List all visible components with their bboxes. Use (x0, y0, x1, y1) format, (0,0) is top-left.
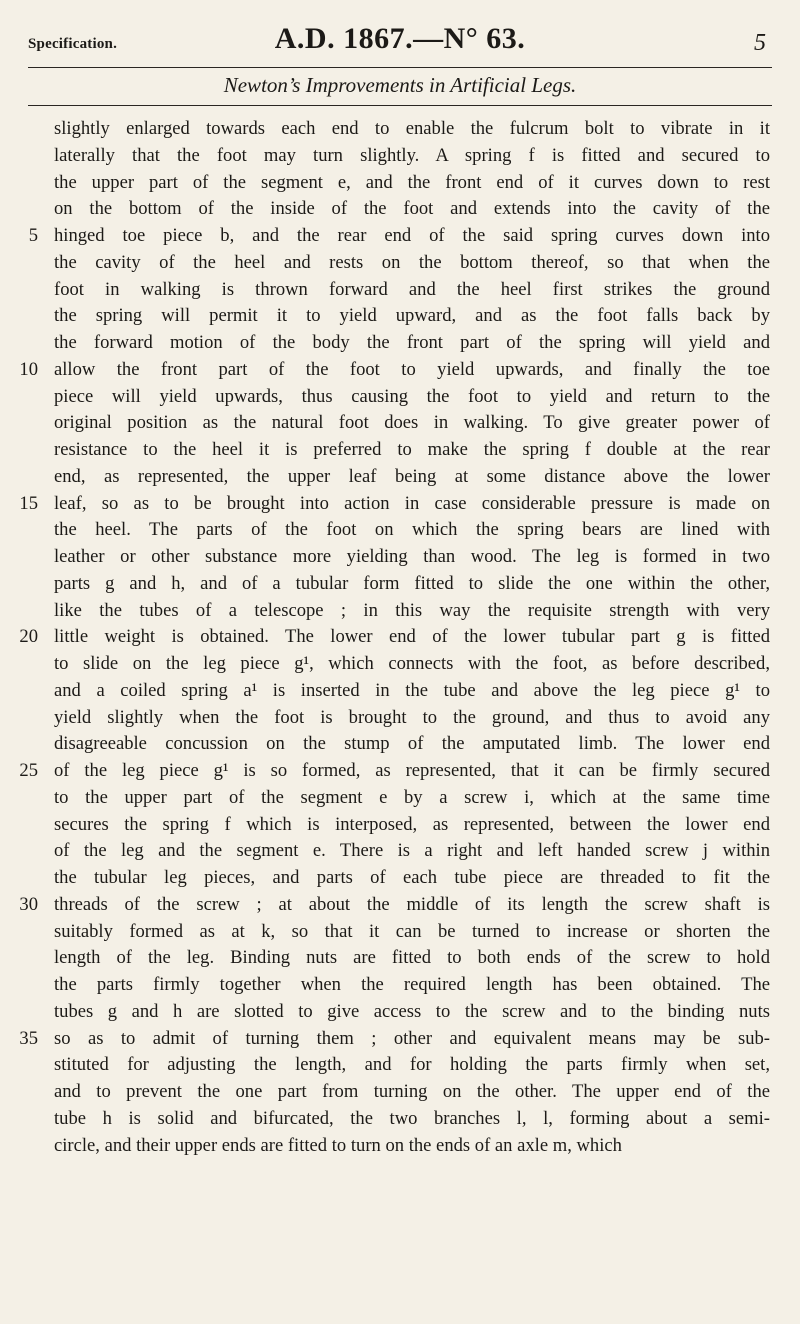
line-text: the forward motion of the body the front part of the spring will yield and (54, 332, 770, 353)
text-line (0, 1026, 800, 1053)
text-line (0, 437, 800, 464)
line-text: end, as represented, the upper leaf being at some distance above the lower (54, 465, 770, 487)
text-line (0, 517, 800, 544)
text-line (0, 838, 800, 865)
text-line (0, 330, 800, 357)
text-line (0, 223, 800, 250)
line-text: yield slightly when the foot is brought to the ground, and thus to avoid any (54, 706, 770, 728)
line-text: of the leg piece g¹ is so formed, as represented, that it can be firmly secured (54, 760, 770, 781)
line-text: threads of the screw ; at about the middle of its length the screw shaft is (54, 893, 770, 915)
text-line (0, 410, 800, 437)
line-text: the heel. The parts of the foot on which the spring bears are lined with (54, 519, 770, 541)
line-number: 15 (19, 492, 38, 514)
line-text: parts g and h, and of a tubular form fitted to slide the one within the other, (54, 572, 770, 594)
page-header (28, 22, 772, 62)
text-line (0, 143, 800, 170)
text-line (0, 919, 800, 946)
line-text: tube h is solid and bifurcated, the two branches l, l, forming about a semi- (54, 1107, 770, 1129)
text-line (0, 116, 800, 143)
line-text: suitably formed as at k, so that it can be turned to increase or shorten the (54, 920, 770, 942)
line-number: 35 (19, 1027, 38, 1049)
text-line (0, 972, 800, 999)
text-line (0, 651, 800, 678)
line-number: 10 (19, 358, 38, 380)
line-text: of the leg and the segment e. There is a right and left handed screw j within (54, 840, 770, 862)
line-text: the upper part of the segment e, and the front end of it curves down to rest (54, 171, 770, 193)
line-text: laterally that the foot may turn slightly. A spring f is fitted and secured to (54, 144, 770, 166)
line-text: leaf, so as to be brought into action in case considerable pressure is made on (54, 492, 770, 514)
line-number: 30 (19, 893, 38, 915)
text-line (0, 892, 800, 919)
line-text: the spring will permit it to yield upward, and as the foot falls back by (54, 305, 770, 327)
line-text: so as to admit of turning them ; other and equivalent means may be sub- (54, 1027, 770, 1049)
text-line (0, 170, 800, 197)
text-line (0, 1106, 800, 1133)
text-line (0, 705, 800, 732)
text-line (0, 1079, 800, 1106)
line-text: and to prevent the one part from turning on the other. The upper end of the (54, 1081, 770, 1102)
text-line (0, 785, 800, 812)
line-text: original position as the natural foot does in walking. To give greater power of (54, 412, 770, 434)
line-text: resistance to the heel it is preferred to make the spring f double at the rear (54, 439, 770, 460)
line-number: 25 (19, 760, 38, 781)
line-text: tubes g and h are slotted to give access to the screw and to the binding nuts (54, 1000, 770, 1022)
line-text: piece will yield upwards, thus causing the foot to yield and return to the (54, 385, 770, 407)
line-text: to the upper part of the segment e by a screw i, which at the same time (54, 786, 770, 808)
header-rule (28, 67, 772, 68)
header-label: Specification. (28, 36, 118, 52)
line-number: 5 (28, 225, 38, 246)
text-line (0, 999, 800, 1026)
line-text: secures the spring f which is interposed, as represented, between the lower end (54, 813, 770, 835)
text-line (0, 1133, 800, 1160)
text-line (0, 598, 800, 625)
text-line (0, 731, 800, 758)
line-text: on the bottom of the inside of the foot and extends into the cavity of the (54, 198, 770, 220)
text-line (0, 357, 800, 384)
text-line (0, 384, 800, 411)
line-text: length of the leg. Binding nuts are fitted to both ends of the screw to hold (54, 947, 770, 969)
text-line (0, 491, 800, 518)
text-line (0, 196, 800, 223)
line-text: disagreeable concussion on the stump of the amputated limb. The lower end (54, 733, 770, 755)
line-text: the parts firmly together when the required length has been obtained. The (54, 974, 770, 995)
line-number: 20 (19, 626, 38, 648)
text-line (0, 624, 800, 651)
line-text: and a coiled spring a¹ is inserted in the tube and above the leg piece g¹ to (54, 679, 770, 701)
text-line (0, 250, 800, 277)
line-text: to slide on the leg piece g¹, which connects with the foot, as before described, (54, 653, 770, 674)
text-line (0, 945, 800, 972)
line-text: allow the front part of the foot to yield upwards, and finally the toe (54, 358, 770, 380)
text-line (0, 758, 800, 785)
line-text: slightly enlarged towards each end to enable the fulcrum bolt to vibrate in it (54, 118, 770, 139)
line-text: foot in walking is thrown forward and the heel first strikes the ground (54, 278, 770, 300)
line-text: hinged toe piece b, and the rear end of the said spring curves down into (54, 225, 770, 246)
text-line (0, 571, 800, 598)
line-text: stituted for adjusting the length, and for holding the parts firmly when set, (54, 1054, 770, 1076)
running-title: Newton’s Improvements in Artificial Legs. (223, 73, 577, 97)
line-text: like the tubes of a telescope ; in this way the requisite strength with very (54, 599, 770, 621)
line-text: circle, and their upper ends are fitted to turn on the ends of an axle m, which (54, 1134, 622, 1156)
text-line (0, 865, 800, 892)
line-text: little weight is obtained. The lower end of the lower tubular part g is fitted (54, 626, 770, 648)
page-number: 5 (754, 30, 766, 56)
body-text (0, 116, 800, 1159)
line-text: the tubular leg pieces, and parts of each tube piece are threaded to fit the (54, 867, 770, 888)
text-line (0, 544, 800, 571)
text-line (0, 303, 800, 330)
line-text: the cavity of the heel and rests on the bottom thereof, so that when the (54, 251, 770, 273)
text-line (0, 812, 800, 839)
line-text: leather or other substance more yielding than wood. The leg is formed in two (54, 546, 770, 567)
header-title: A.D. 1867.—N° 63. (274, 22, 526, 55)
text-line (0, 277, 800, 304)
text-line (0, 464, 800, 491)
subtitle-rule (28, 105, 772, 106)
text-line (0, 678, 800, 705)
text-line (0, 1052, 800, 1079)
